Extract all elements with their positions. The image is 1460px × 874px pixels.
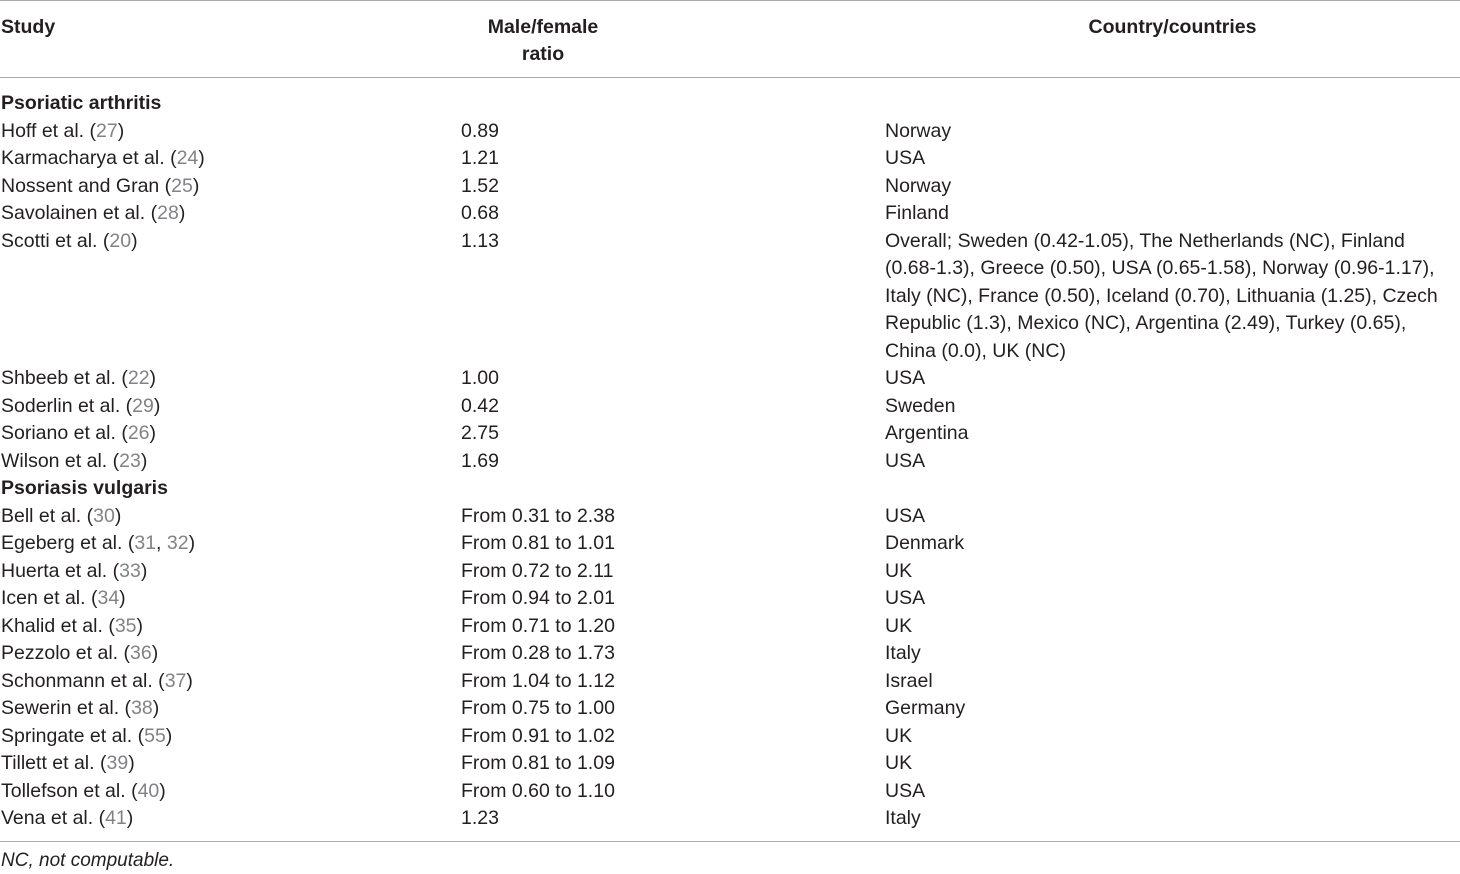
study-cell: Nossent and Gran (25) [1,174,200,197]
reference-link[interactable]: 29 [132,394,154,417]
reference-link[interactable]: 23 [119,449,141,472]
ratio-cell: 2.75 [461,422,499,444]
reference-link[interactable]: 35 [114,614,137,637]
reference-link[interactable]: 31 [134,532,157,554]
ratio-cell: From 0.81 to 1.09 [461,752,615,774]
country-cell: UK [885,724,913,747]
reference-link[interactable]: 40 [137,779,160,802]
country-cell: USA [885,367,926,389]
header-country: Country/countries [1088,16,1257,38]
country-cell: Israel [885,669,933,692]
reference-link[interactable]: 32 [166,532,189,554]
country-cell: Italy [885,807,921,829]
ratio-cell: From 0.71 to 1.20 [461,614,615,637]
ratio-cell: From 0.81 to 1.01 [461,532,615,554]
country-cell: Norway [885,174,952,197]
study-cell: Vena et al. (41) [1,807,134,829]
top-rule [0,0,1460,1]
study-cell: Sewerin et al. (38) [1,697,160,719]
country-cell: UK [885,614,913,637]
section-heading: Psoriatic arthritis [1,92,162,114]
footnote: NC, not computable. [1,850,175,871]
study-cell: Egeberg et al. (31, 32) [1,532,196,554]
country-cell: UK [885,752,913,774]
ratio-cell: From 0.91 to 1.02 [461,724,615,747]
study-cell: Tollefson et al. (40) [1,779,166,802]
ratio-cell: From 0.60 to 1.10 [461,779,615,802]
country-cell: Finland [885,202,949,224]
reference-link[interactable]: 33 [119,559,141,582]
ratio-cell: From 0.31 to 2.38 [461,504,615,527]
reference-link[interactable]: 25 [171,174,193,197]
reference-link[interactable]: 26 [127,422,150,444]
country-cell: Italy [885,642,921,664]
ratio-cell: From 0.94 to 2.01 [461,587,615,609]
country-cell: USA [885,147,926,169]
section-heading: Psoriasis vulgaris [1,477,168,499]
header-rule [0,77,1460,78]
study-cell: Icen et al. (34) [1,587,126,609]
reference-link[interactable]: 41 [105,807,127,829]
study-cell: Wilson et al. (23) [1,449,148,472]
reference-link[interactable]: 38 [131,697,153,719]
study-cell: Huerta et al. (33) [1,559,148,582]
reference-link[interactable]: 30 [93,504,115,527]
reference-link[interactable]: 34 [97,587,120,609]
reference-link[interactable]: 37 [164,669,187,692]
study-cell: Khalid et al. (35) [1,614,144,637]
ratio-cell: 1.13 [461,229,499,252]
ratio-cell: 0.42 [461,394,499,417]
country-cell: Norway [885,119,952,142]
country-cell: USA [885,779,926,802]
study-cell: Shbeeb et al. (22) [1,367,157,389]
study-cell: Soriano et al. (26) [1,422,157,444]
study-cell: Soderlin et al. (29) [1,394,161,417]
ratio-cell: From 0.28 to 1.73 [461,642,615,664]
ratio-cell: 1.52 [461,174,499,197]
reference-link[interactable]: 28 [157,202,179,224]
reference-link[interactable]: 24 [176,147,199,169]
study-cell: Scotti et al. (20) [1,229,138,252]
ratio-cell: 1.21 [461,147,499,169]
reference-link[interactable]: 27 [96,119,118,142]
reference-link[interactable]: 22 [127,367,150,389]
bottom-rule [0,841,1460,842]
country-cell: Germany [885,697,966,719]
ratio-cell: 1.69 [461,449,499,472]
country-cell: Argentina [885,422,969,444]
reference-link[interactable]: 55 [144,724,166,747]
study-cell: Bell et al. (30) [1,504,122,527]
study-cell: Schonmann et al. (37) [1,669,193,692]
country-cell: USA [885,449,926,472]
country-cell: USA [885,504,926,527]
country-cell: UK [885,559,913,582]
country-cell: Denmark [885,532,965,554]
country-cell: USA [885,587,926,609]
country-cell: Sweden [885,394,956,417]
ratio-cell: 0.68 [461,202,499,224]
study-cell: Karmacharya et al. (24) [1,147,205,169]
country-cell: Overall; Sweden (0.42-1.05), The Netherlands (NC), Finland (0.68-1.3), Greece (0.50), USA (0.65-1.58), Norway (0.96-1.17), Italy (NC), France (0.50), Iceland (0.70), Lithuania (1.25), Czech Republic (1.3), Mexico (NC), Argentina (2.49), Turkey (0.65), China (0.0), UK (NC) [885,229,1438,362]
reference-link[interactable]: 39 [106,752,129,774]
study-cell: Pezzolo et al. (36) [1,642,159,664]
ratio-cell: From 1.04 to 1.12 [461,669,615,692]
ratio-cell: From 0.75 to 1.00 [461,697,615,719]
header-ratio: Male/female ratio [487,16,599,65]
study-cell: Hoff et al. (27) [1,119,125,142]
ratio-cell: From 0.72 to 2.11 [461,559,614,582]
reference-link[interactable]: 20 [109,229,132,252]
ratio-cell: 1.23 [461,807,499,829]
ratio-cell: 1.00 [461,367,499,389]
reference-link[interactable]: 36 [129,642,152,664]
study-cell: Savolainen et al. (28) [1,202,186,224]
ratio-cell: 0.89 [461,119,499,142]
study-cell: Tillett et al. (39) [1,752,135,774]
header-study: Study [1,16,56,38]
study-cell: Springate et al. (55) [1,724,173,747]
